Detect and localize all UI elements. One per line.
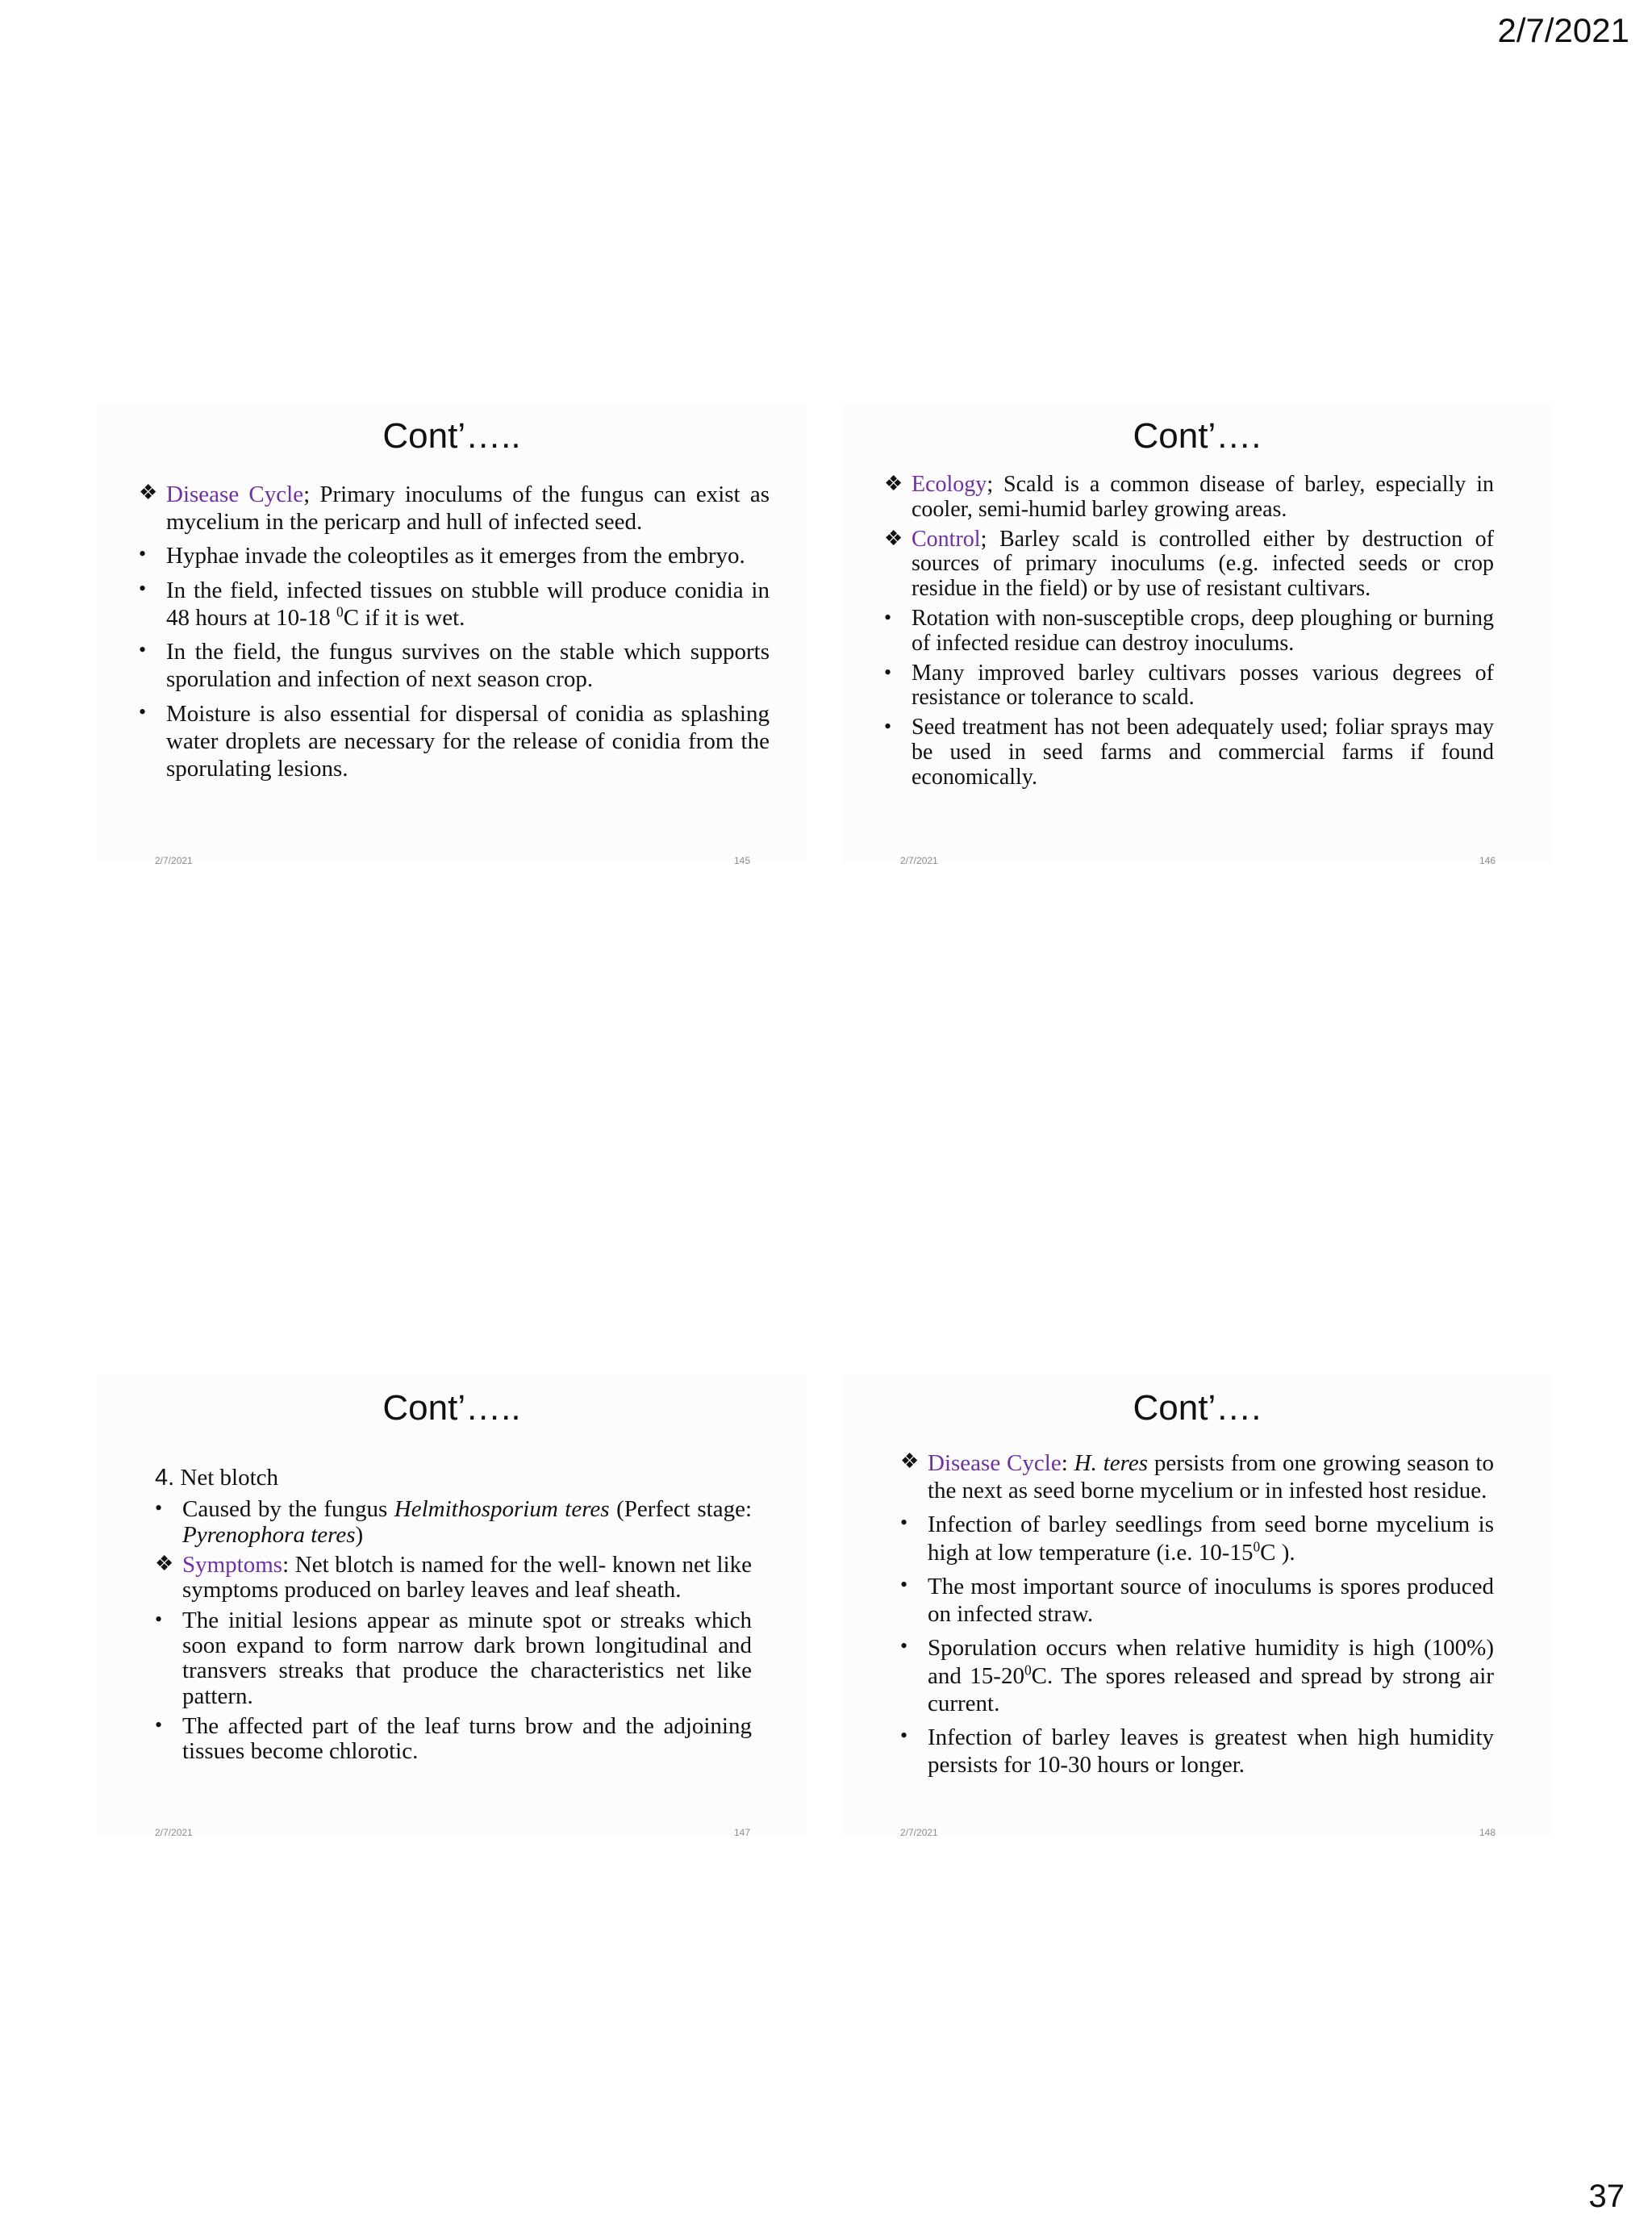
bullet-icon: • <box>155 1712 163 1737</box>
item-text: Rotation with non-susceptible crops, deep ploughing or burning of infected residue can destroy inoculums. <box>912 605 1494 656</box>
item-text: Net blotch is named for the well- known net like symptoms produced on barley leaves and leaf sheath. <box>182 1551 752 1603</box>
list-item <box>139 638 770 693</box>
section-label: Disease Cycle <box>928 1450 1062 1476</box>
item-text: C. The spores released and spread by strong air current. <box>928 1662 1495 1716</box>
list-item <box>900 1511 1494 1566</box>
diamond-bullet-icon: ❖ <box>900 1449 920 1473</box>
slide-body <box>900 1449 1494 1785</box>
bullet-icon: • <box>139 576 147 600</box>
item-text: In the field, infected tissues on stubble will produce conidia in 48 hours at 10-18 <box>166 577 770 631</box>
section-label: Disease Cycle <box>166 482 304 507</box>
slide-title: Cont’….. <box>382 1388 521 1428</box>
list-item <box>155 1608 752 1709</box>
bullet-icon: • <box>884 660 892 684</box>
bullet-icon: • <box>900 1723 908 1747</box>
item-text: In the field, the fungus survives on the stable which supports sporulation and infection of next season crop. <box>166 639 770 693</box>
slide-footer-number: 145 <box>734 855 751 866</box>
diamond-bullet-icon: ❖ <box>139 481 158 504</box>
section-label: Control <box>912 526 981 552</box>
list-item <box>900 1573 1494 1628</box>
list-item <box>900 1634 1494 1717</box>
list-item <box>155 1714 752 1765</box>
slide-body <box>139 481 770 789</box>
superscript: 0 <box>1024 1661 1032 1678</box>
slide-147 <box>97 1375 807 1838</box>
superscript: 0 <box>336 603 344 620</box>
species-name: Helmithosporium teres <box>394 1496 610 1523</box>
item-text: The initial lesions appear as minute spot or streaks which soon expand to form narrow dark brown longitudinal and transvers streaks that produce the characteristics net like pattern. <box>182 1607 752 1709</box>
diamond-bullet-icon: ❖ <box>884 526 903 550</box>
slide-title: Cont’…. <box>1133 1388 1262 1428</box>
item-text: Sporulation occurs when relative humidity is high (100%) and 15-20 <box>928 1635 1494 1689</box>
bullet-icon: • <box>900 1634 908 1658</box>
list-item <box>139 577 770 632</box>
item-text: Infection of barley leaves is greatest when high humidity persists for 10-30 hours or longer. <box>928 1724 1494 1779</box>
bullet-icon: • <box>900 1572 908 1596</box>
slide-footer-number: 146 <box>1479 855 1496 866</box>
bullet-icon: • <box>155 1607 163 1631</box>
slide-body <box>155 1466 752 1769</box>
item-text: persists from one growing season to the next as seed borne mycelium or in infested host residue. <box>928 1450 1494 1504</box>
page-date: 2/7/2021 <box>1497 11 1629 49</box>
slide-footer-date: 2/7/2021 <box>155 1827 193 1838</box>
slide-148 <box>842 1375 1552 1838</box>
item-text: Moisture is also essential for dispersal of conidia as splashing water droplets are necessary for the release of conidia from the sporulating lesions. <box>166 700 770 782</box>
section-heading-text: Net blotch <box>174 1465 279 1491</box>
slide-146 <box>842 403 1552 866</box>
slide-footer-date: 2/7/2021 <box>155 855 193 866</box>
slide-title: Cont’…. <box>1133 416 1262 456</box>
list-item: ❖ Symptoms: Net blotch is named for the well- known net like symptoms produced on barley leaves and leaf sheath. <box>155 1551 752 1603</box>
section-number: 4. <box>155 1465 175 1491</box>
list-item <box>900 1724 1494 1779</box>
slide-145 <box>97 403 807 866</box>
section-label: Ecology <box>912 472 987 497</box>
list-item: ❖ Control; Barley scald is controlled either by destruction of sources of primary inoculums (e.g. infected seeds or crop residue in the field) or by use of resistant cultivars. <box>884 526 1494 602</box>
slide-footer-number: 147 <box>734 1827 751 1838</box>
list-item: ❖ Ecology; Scald is a common disease of barley, especially in cooler, semi-humid barley growing areas. <box>884 472 1494 522</box>
item-text: Seed treatment has not been adequately used; foliar sprays may be used in seed farms and commercial farms if found economically. <box>912 715 1494 790</box>
list-item: ❖ Disease Cycle: H. teres persists from one growing season to the next as seed borne mycelium or in infested host residue. <box>900 1449 1494 1504</box>
diamond-bullet-icon: ❖ <box>155 1551 174 1575</box>
section-heading <box>155 1466 752 1491</box>
section-label: Symptoms <box>182 1551 283 1578</box>
bullet-icon: • <box>900 1511 908 1535</box>
slide-title: Cont’….. <box>382 416 521 456</box>
diamond-bullet-icon: ❖ <box>884 472 903 495</box>
species-name: H. teres <box>1074 1450 1148 1476</box>
item-text: The most important source of inoculums is spores produced on infected straw. <box>928 1573 1494 1628</box>
item-text: Caused by the fungus <box>182 1496 394 1523</box>
item-text: ) <box>355 1521 364 1548</box>
list-item <box>884 607 1494 657</box>
bullet-icon: • <box>139 638 147 662</box>
item-text: (Perfect stage: <box>609 1496 753 1523</box>
page-number: 37 <box>1588 2179 1625 2214</box>
superscript: 0 <box>1253 1538 1261 1554</box>
list-item <box>884 715 1494 790</box>
item-text: C ). <box>1260 1539 1295 1566</box>
item-text: Many improved barley cultivars posses various degrees of resistance or tolerance to scald. <box>912 660 1494 711</box>
bullet-icon: • <box>139 699 147 724</box>
item-text: Hyphae invade the coleoptiles as it emerges from the embryo. <box>166 543 745 569</box>
item-text: Infection of barley seedlings from seed borne mycelium is high at low temperature (i.e. 10-15 <box>928 1512 1494 1566</box>
item-text: Primary inoculums of the fungus can exist as mycelium in the pericarp and hull of infected seed. <box>166 482 770 536</box>
slide-footer-date: 2/7/2021 <box>900 1827 938 1838</box>
list-item <box>139 700 770 783</box>
bullet-icon: • <box>884 605 892 629</box>
slide-body <box>884 473 1494 795</box>
list-item <box>884 661 1494 711</box>
item-text: C if it is wet. <box>343 604 465 631</box>
species-name: Pyrenophora teres <box>182 1521 356 1548</box>
slide-footer-date: 2/7/2021 <box>900 855 938 866</box>
item-text: The affected part of the leaf turns brow and the adjoining tissues become chlorotic. <box>182 1712 752 1765</box>
list-item: ❖ Disease Cycle; Primary inoculums of the fungus can exist as mycelium in the pericarp and hull of infected seed. <box>139 481 770 536</box>
item-text: Scald is a common disease of barley, especially in cooler, semi-humid barley growing areas. <box>912 472 1494 522</box>
list-item <box>139 542 770 569</box>
bullet-icon: • <box>155 1496 163 1520</box>
bullet-icon: • <box>884 715 892 739</box>
item-text: Barley scald is controlled either by destruction of sources of primary inoculums (e.g. infected seeds or crop residue in the field) or by use of resistant cultivars. <box>912 526 1494 602</box>
slide-footer-number: 148 <box>1479 1827 1496 1838</box>
list-item <box>155 1497 752 1548</box>
bullet-icon: • <box>139 542 147 566</box>
